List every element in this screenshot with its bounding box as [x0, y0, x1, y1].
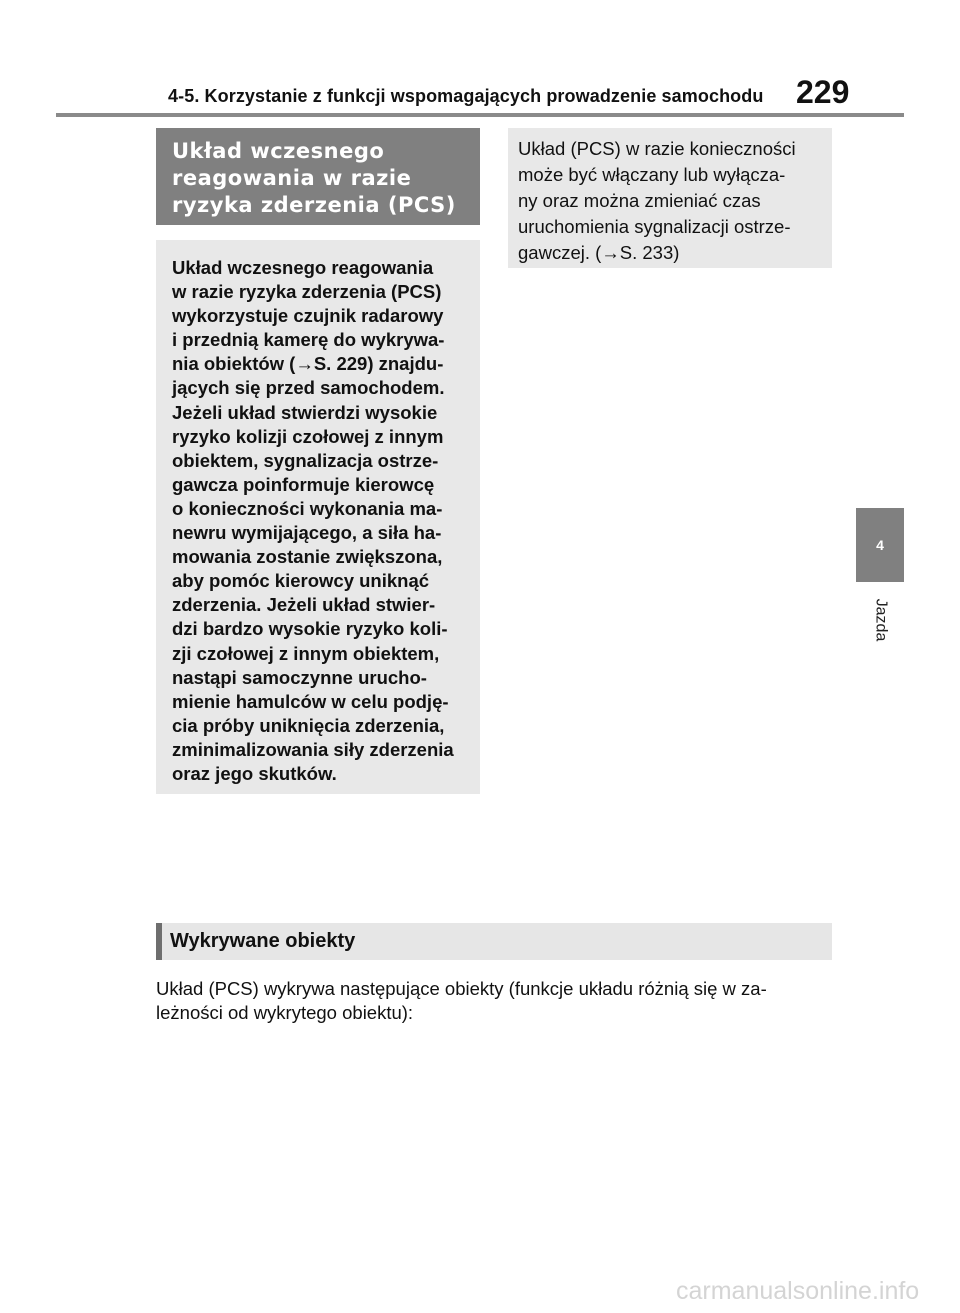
chapter-number: 4 — [876, 537, 884, 553]
chapter-tab — [856, 508, 904, 582]
subsection-header-bar — [156, 923, 162, 960]
section-title: Układ wczesnego reagowania w razie ryzyka zderzenia (PCS) — [172, 139, 456, 217]
watermark: carmanualsonline.info — [676, 1277, 920, 1305]
subsection-title: Wykrywane obiekty — [170, 930, 356, 952]
chapter-label: Jazda — [871, 598, 889, 642]
note-text-box: Układ (PCS) w razie konieczności może być włączany lub wyłącza- ny oraz można zmieniać czas uruchomienia sygnalizacji ostrze- gawczej. (→S. 233) — [508, 128, 832, 268]
page-number: 229 — [796, 74, 850, 110]
section-title-box — [156, 128, 480, 225]
chapter-label-box — [858, 590, 902, 650]
subsection-header — [156, 923, 832, 960]
page-header-title: 4-5. Korzystanie z funkcji wspomagających prowadzenie samochodu — [168, 86, 764, 106]
header-divider — [56, 113, 904, 117]
intro-text-box: Układ wczesnego reagowania w razie ryzyka zderzenia (PCS) wykorzystuje czujnik radarowy i przednią kamerę do wykrywa- nia obiektów (→S. 229) znajdu- jących się przed samochodem. Jeżeli układ stwierdzi wysokie ryzyko kolizji czołowej z innym obiektem, sygnalizacja ostrze- gawcza poinformuje kierowcę o konieczności wykonania ma- newru wymijającego, a siła ha- mowania zostanie zwiększona, aby pomóc kierowcy uniknąć zderzenia. Jeżeli układ stwier- dzi bardzo wysokie ryzyko koli- zji czołowej z innym obiektem, nastąpi samoczynne urucho- mienie hamulców w celu podję- cia próby uniknięcia zderzenia, zminimalizowania siły zderzenia oraz jego skutków. — [156, 240, 480, 794]
body-paragraph: Układ (PCS) wykrywa następujące obiekty (funkcje układu różnią się w za- leżności od wykrytego obiektu): — [156, 978, 767, 1023]
